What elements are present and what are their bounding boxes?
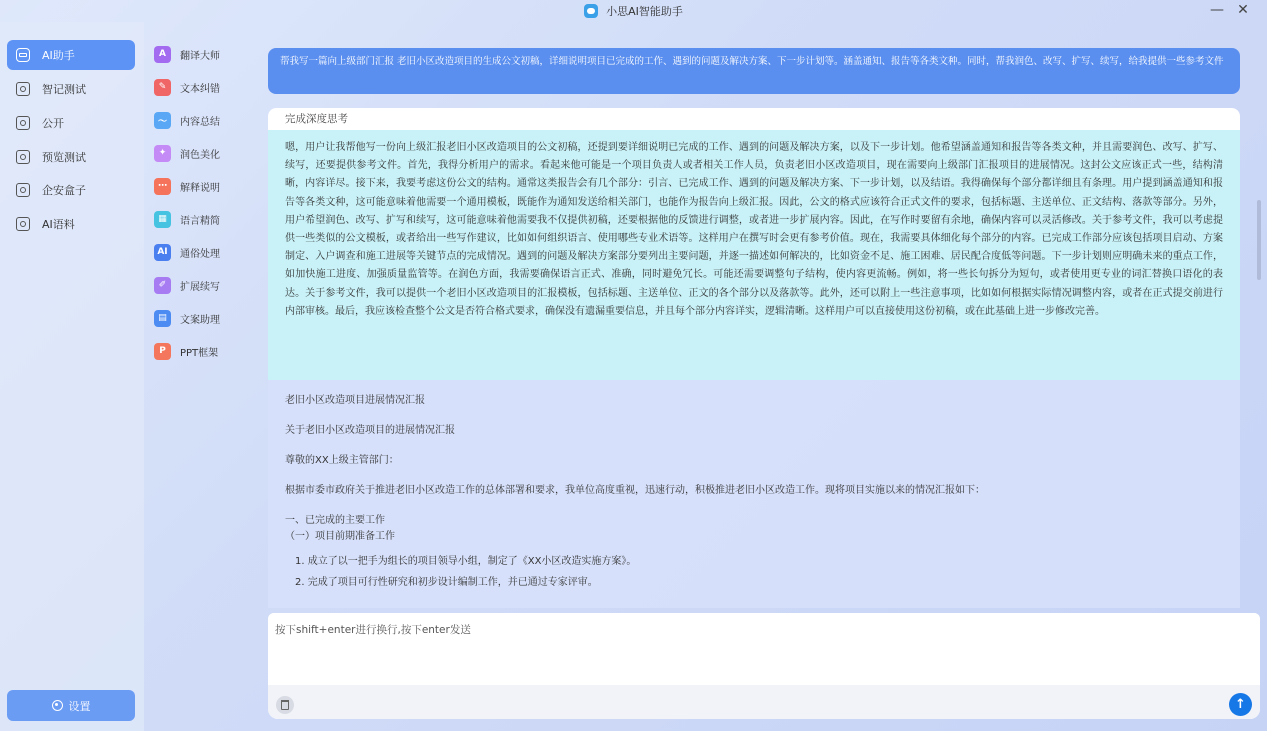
sidebar-item-zhiji-test[interactable] [7,74,135,104]
tool-label: 扩展续写 [180,281,220,293]
tool-label: 文案助理 [180,314,220,326]
tool-popularize[interactable] [154,241,220,263]
tool-ppt-outline[interactable] [154,340,218,362]
settings-label: 设置 [68,699,91,713]
reply-line: （一）项目前期准备工作 [285,531,395,542]
ppt-icon: P [154,343,171,360]
chat-icon [16,82,30,96]
settings-button[interactable] [7,690,135,721]
tool-label: 文本纠错 [180,83,220,95]
tool-label: PPT框架 [180,347,219,359]
sidebar-item-label: 智记测试 [42,83,86,96]
tool-expand[interactable] [154,274,220,296]
translate-icon: A [154,46,171,63]
tool-translate[interactable] [154,43,220,65]
sidebar-item-ai-assistant[interactable] [7,40,135,70]
tool-label: 解释说明 [180,182,220,194]
sidebar-item-qian-box[interactable] [7,175,135,205]
tool-label: 内容总结 [180,116,220,128]
tool-label: 翻译大师 [180,50,220,62]
chat-icon [16,150,30,164]
app-logo-icon [584,4,598,18]
minimize-button[interactable]: — [1210,2,1224,18]
tool-label: 通俗处理 [180,248,220,260]
thinking-header[interactable]: 完成深度思考 [268,108,1240,130]
tool-label: 语言精简 [180,215,220,227]
simplify-icon: ▦ [154,211,171,228]
chat-icon [16,183,30,197]
reply-line: 关于老旧小区改造项目的进展情况汇报 [285,425,455,436]
pen-icon: ✐ [154,277,171,294]
window-title: 小思AI智能助手 [606,5,683,18]
tool-summarize[interactable] [154,109,220,131]
robot-icon [16,48,30,62]
title-bar [0,0,1267,22]
chat-icon [16,217,30,231]
sidebar-item-label: AI助手 [42,49,75,62]
summary-icon: 〜 [154,112,171,129]
close-button[interactable]: ✕ [1237,2,1249,18]
tool-explain[interactable] [154,175,220,197]
reply-line: 一、已完成的主要工作 [285,515,385,526]
document-icon: ▤ [154,310,171,327]
sidebar-item-public[interactable] [7,108,135,138]
send-button[interactable]: ↑ [1229,693,1252,716]
input-panel [268,613,1260,719]
message-input[interactable] [268,613,1260,685]
proofread-icon: ✎ [154,79,171,96]
sidebar [0,22,144,731]
sidebar-item-label: 公开 [42,117,64,130]
gear-icon [52,700,63,711]
sidebar-item-label: 预览测试 [42,151,86,164]
input-footer [268,685,1260,719]
reply-line: 根据市委市政府关于推进老旧小区改造工作的总体部署和要求，我单位高度重视，迅速行动，积极推进老旧小区改造工作。现将项目实施以来的情况汇报如下： [285,485,985,496]
reply-line: 1. 成立了以一把手为组长的项目领导小组，制定了《XX小区改造实施方案》。 [295,556,637,567]
sidebar-item-preview-test[interactable] [7,142,135,172]
reply-line: 尊敬的XX上级主管部门： [285,455,399,466]
sidebar-item-label: 企安盒子 [42,184,86,197]
sidebar-item-ai-corpus[interactable] [7,209,135,239]
tool-label: 润色美化 [180,149,220,161]
user-message-bubble: 帮我写一篇向上级部门汇报 老旧小区改造项目的生成公文初稿，详细说明项目已完成的工作、遇到的问题及解决方案、下一步计划等。涵盖通知、报告等各类文种。同时，帮我润色、改写、扩写、续写，给我提供一些参考文件 [268,48,1240,94]
sparkle-icon: ✦ [154,145,171,162]
assistant-answer [268,108,1240,608]
tool-polish[interactable] [154,142,220,164]
tool-list [144,22,252,731]
explain-icon: ⋯ [154,178,171,195]
tool-simplify[interactable] [154,208,220,230]
ai-icon: AI [154,244,171,261]
sidebar-item-label: AI语料 [42,218,75,231]
reply-content [268,380,1240,608]
thinking-content: 嗯，用户让我帮他写一份向上级汇报老旧小区改造项目的公文初稿，还提到要详细说明已完成的工作、遇到的问题及解决方案，以及下一步计划。他希望涵盖通知和报告等各类文种，并且需要润色、改写、扩写、续写，还要提供参考文件。首先，我得分析用户的需求。看起来他可能是一个项目负责人或者相关工作人员，负责老旧小区改造项目，现在需要向上级部门汇报项目的进展情况。这封公文应该正式一些，结构清晰，内容详尽。接下来，我要考虑这份公文的结构。通常这类报告会有几个部分：引言、已完成工作、遇到的问题及解决方案、下一步计划，以及结语。我得确保每个部分都详细且有条理。用户提到涵盖通知和报告等各类文种，这可能意味着他需要一个通用模板，既能作为通知发送给相关部门，也能作为报告向上级汇报。因此，公文的格式应该符合正式文件的要求，包括标题、主送单位、正文结构、落款等部分。另外，用户希望润色、改写、扩写和续写，这可能意味着他需要我不仅提供初稿，还要根据他的反馈进行调整，或者进一步扩展内容。因此，在写作时要留有余地，确保内容可以灵活修改。关于参考文件，我可以考虑提供一些类似的公文模板，或者给出一些写作建议，比如如何组织语言、使用哪些专业术语等。这样用户在撰写时会更有参考价值。现在，我需要具体细化每个部分的内容。已完成工作部分应该包括项目启动、方案制定、入户调查和施工进展等关键节点的完成情况。遇到的问题及解决方案部分要列出主要问题，并逐一描述如何解决的，比如资金不足、施工困难、居民配合度低等问题。下一步计划则应明确未来的重点工作，如加快施工进度、加强质量监管等。在润色方面，我需要确保语言正式、准确，同时避免冗长。可能还需要调整句子结构，使内容更流畅。例如，将一些长句拆分为短句，或者使用更专业的词汇替换口语化的表达。关于参考文件，我可以提供一个老旧小区改造项目的汇报模板，包括标题、主送单位、正文的各个部分以及落款等。此外，还可以附上一些注意事项，比如如何根据实际情况调整内容，或者在正式提交前进行内部审核。最后，我应该检查整个公文是否符合格式要求，确保没有遗漏重要信息，并且每个部分内容详实，逻辑清晰。这样用户可以直接使用这份初稿，或在此基础上进一步修改完善。 [268,130,1240,380]
chat-icon [16,116,30,130]
tool-proofread[interactable] [154,76,220,98]
clear-chat-button[interactable] [276,696,294,714]
reply-line: 老旧小区改造项目进展情况汇报 [285,395,425,406]
reply-line: 2. 完成了项目可行性研究和初步设计编制工作，并已通过专家评审。 [295,577,598,588]
tool-copywriting[interactable] [154,307,220,329]
chat-scrollbar[interactable] [1257,200,1261,280]
